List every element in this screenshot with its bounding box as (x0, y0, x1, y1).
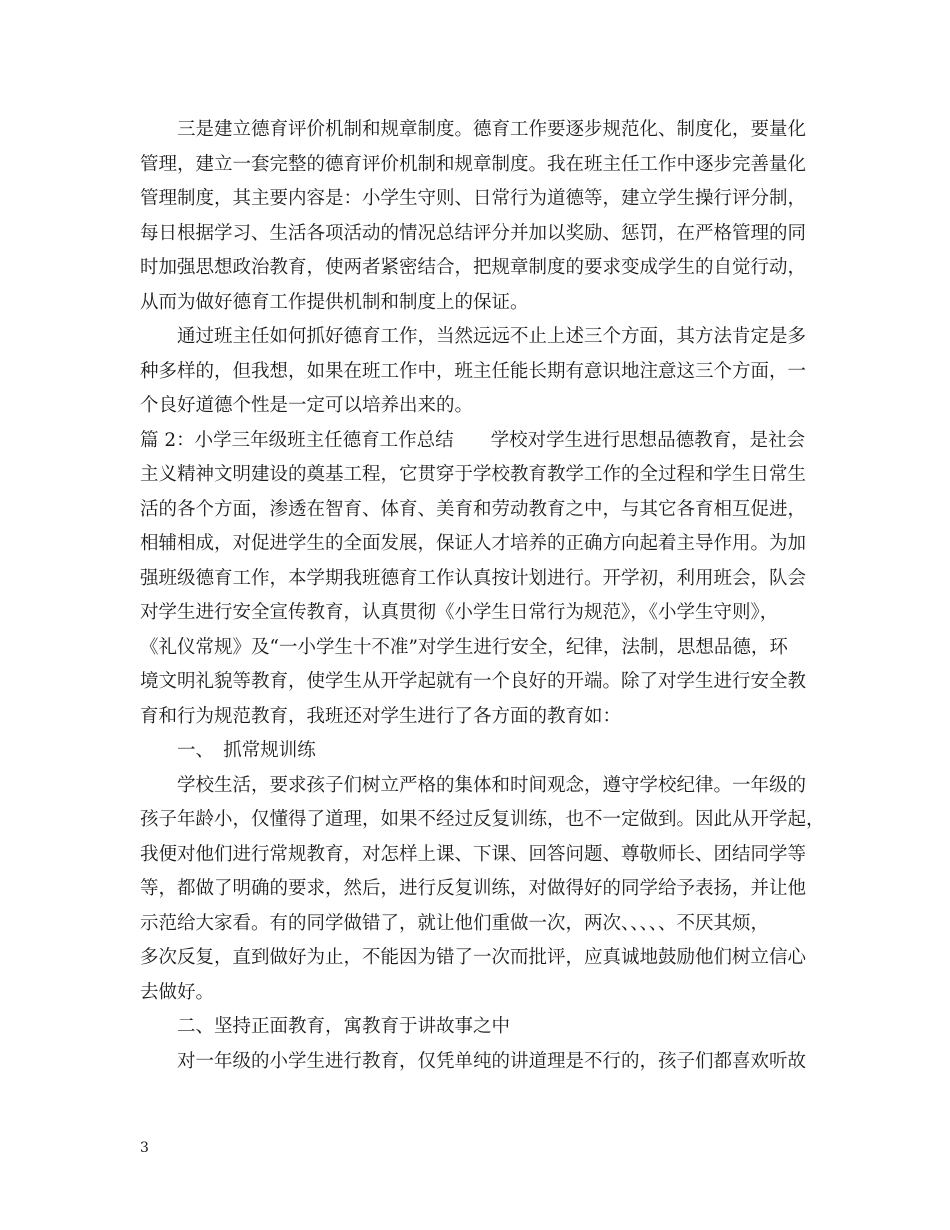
text-line: 对一年级的小学生进行教育，仅凭单纯的讲道理是不行的，孩子们都喜欢听故 (177, 1050, 807, 1072)
text-line: 个良好道德个性是一定可以培养出来的。 (140, 395, 474, 416)
text-line: 管理制度，其主要内容是：小学生守则、日常行为道德等，建立学生操行评分制， (140, 188, 807, 209)
text-line: 育和行为规范教育，我班还对学生进行了各方面的教育如： (140, 705, 622, 727)
page-number: 3 (140, 1140, 149, 1156)
document-body (140, 113, 825, 1079)
text-line: 示范给大家看。有的同学做错了，就让他们重做一次，两次、、、、、不厌其烦， (140, 912, 770, 934)
text-line: 相辅相成，对促进学生的全面发展，保证人才培养的正确方向起着主导作用。为加 (140, 533, 807, 554)
text-line: 等，都做了明确的要求，然后，进行反复训练，对做得好的同学给予表扬，并让他 (140, 878, 807, 899)
text-line: 孩子年龄小，仅懂得了道理，如果不经过反复训练，也不一定做到。因此从开学起， (140, 809, 825, 830)
text-line: 每日根据学习、生活各项活动的情况总结评分并加以奖励、惩罚，在严格管理的同 (140, 222, 807, 244)
text-line: 活的各个方面，渗透在智育、体育、美育和劳动教育之中，与其它各育相互促进， (140, 498, 807, 520)
text-line: 时加强思想政治教育，使两者紧密结合，把规章制度的要求变成学生的自觉行动， (140, 257, 807, 278)
text-line: 种多样的，但我想，如果在班工作中，班主任能长期有意识地注意这三个方面，一 (140, 360, 807, 382)
text-line: 通过班主任如何抓好德育工作，当然远远不止上述三个方面，其方法肯定是多 (177, 326, 807, 347)
text-line: 《礼仪常规》及“一小学生十不准”对学生进行安全，纪律，法制，思想品德，环 (140, 636, 788, 658)
text-line: 境文明礼貌等教育，使学生从开学起就有一个良好的开端。除了对学生进行安全教 (140, 671, 807, 692)
text-line: 去做好。 (140, 981, 215, 1003)
text-line: 三是建立德育评价机制和规章制度。德育工作要逐步规范化、制度化，要量化 (177, 119, 807, 140)
section-heading-line: 篇 2：小学三年级班主任德育工作总结 学校对学生进行思想品德教育，是社会 (140, 429, 806, 451)
subheading-line: 二、坚持正面教育，寓教育于讲故事之中 (177, 1016, 511, 1037)
subheading-line: 一、 抓常规训练 (177, 740, 316, 761)
text-line: 主义精神文明建设的奠基工程，它贯穿于学校教育教学工作的全过程和学生日常生 (140, 464, 807, 485)
text-line: 多次反复，直到做好为止，不能因为错了一次而批评，应真诚地鼓励他们树立信心 (140, 947, 807, 968)
text-line: 强班级德育工作，本学期我班德育工作认真按计划进行。开学初，利用班会，队会 (140, 567, 807, 589)
text-line: 从而为做好德育工作提供机制和制度上的保证。 (140, 291, 529, 313)
text-line: 管理，建立一套完整的德育评价机制和规章制度。我在班主任工作中逐步完善量化 (140, 153, 807, 175)
text-line: 我便对他们进行常规教育，对怎样上课、下课、回答问题、尊敬师长、团结同学等 (140, 843, 807, 865)
text-line: 对学生进行安全宣传教育，认真贯彻《小学生日常行为规范》，《小学生守则》， (140, 602, 779, 623)
text-line: 学校生活，要求孩子们树立严格的集体和时间观念，遵守学校纪律。一年级的 (177, 774, 807, 796)
